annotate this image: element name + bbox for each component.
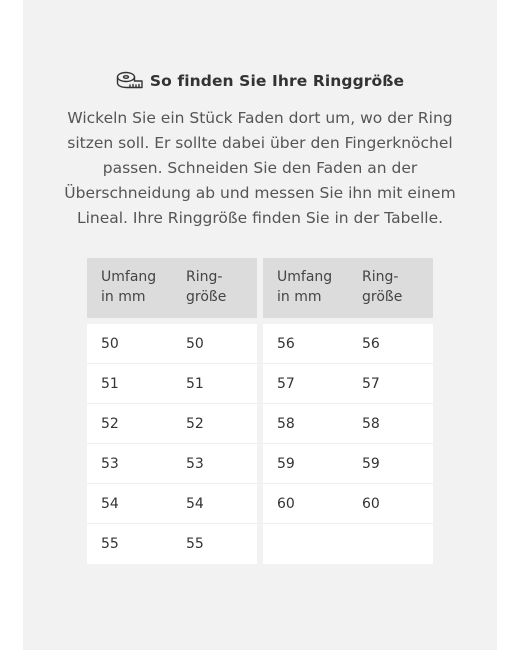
- header-ring-size: Ring- größe: [362, 269, 403, 305]
- table-header: [263, 258, 433, 318]
- measuring-tape-icon: [116, 70, 144, 92]
- cell-ring-size: 50: [186, 335, 204, 352]
- guide-heading: [23, 68, 497, 94]
- cell-circumference: 52: [101, 415, 119, 432]
- table-row: [263, 364, 433, 404]
- size-table-right: [263, 258, 433, 564]
- table-row: [263, 484, 433, 524]
- cell-circumference: 60: [277, 495, 295, 512]
- cell-ring-size: 59: [362, 455, 380, 472]
- table-row: [263, 324, 433, 364]
- cell-ring-size: 51: [186, 375, 204, 392]
- table-row: [263, 444, 433, 484]
- guide-title: So finden Sie Ihre Ringgröße: [149, 72, 405, 90]
- header-ring-size: Ring- größe: [186, 269, 227, 305]
- cell-ring-size: 60: [362, 495, 380, 512]
- cell-circumference: 53: [101, 455, 119, 472]
- table-row-empty: [263, 524, 433, 564]
- table-row: [87, 364, 257, 404]
- cell-circumference: 50: [101, 335, 119, 352]
- ring-size-table: [87, 258, 433, 564]
- size-table-left: [87, 258, 257, 564]
- cell-circumference: 58: [277, 415, 295, 432]
- cell-ring-size: 54: [186, 495, 204, 512]
- table-row: [87, 484, 257, 524]
- table-row: [87, 444, 257, 484]
- cell-circumference: 55: [101, 536, 119, 552]
- cell-circumference: 56: [277, 335, 295, 352]
- cell-ring-size: 58: [362, 415, 380, 432]
- cell-circumference: 51: [101, 375, 119, 392]
- header-circumference: Umfang in mm: [277, 269, 333, 305]
- cell-ring-size: 53: [186, 455, 204, 472]
- cell-circumference: 54: [101, 495, 119, 512]
- table-row: [263, 404, 433, 444]
- cell-ring-size: 55: [186, 536, 204, 552]
- header-circumference: Umfang in mm: [101, 269, 157, 305]
- cell-circumference: 59: [277, 455, 295, 472]
- table-row: [87, 524, 257, 564]
- cell-ring-size: 57: [362, 375, 380, 392]
- cell-ring-size: 52: [186, 415, 204, 432]
- guide-instructions: Wickeln Sie ein Stück Faden dort um, wo der Ring sitzen soll. Er sollte dabei über den Fingerknöchel passen. Schneiden Sie den Faden an der Überschneidung ab und messen Sie ihn mit einem Lineal. Ihre Ringgröße finden Sie in der Tabelle.: [64, 109, 456, 227]
- ring-size-guide-panel: [23, 0, 497, 650]
- table-header: [87, 258, 257, 318]
- cell-ring-size: 56: [362, 335, 380, 352]
- cell-circumference: 57: [277, 375, 295, 392]
- table-row: [87, 404, 257, 444]
- table-row: [87, 324, 257, 364]
